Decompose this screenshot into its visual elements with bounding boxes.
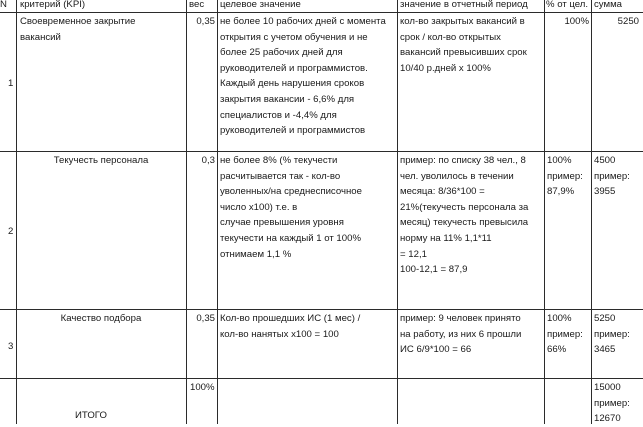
header-sum: сумма [594, 0, 623, 10]
grid-line [217, 0, 218, 424]
header-criterion: критерий (KPI) [20, 0, 86, 10]
header-weight: вес [189, 0, 205, 10]
grid-line [186, 0, 187, 424]
row-target: не более 10 рабочих дней с момента открытия с учетом обучения и не более 25 рабочих дней для руководителей и программистов. Каждый день нарушения сроков закрытия вакансии - 6,6% для специалистов и -4,4% для руководителей и программистов [220, 16, 386, 137]
row-number: 2 [8, 226, 14, 237]
row-target: не более 8% (% текучести расчитывается так - кол-во уволенных/на среднесписочное число х100) т.е. в случае превышения уровня текучести на каждый 1 от 100% отнимаем 1,1 % [220, 155, 362, 260]
row-weight: 0,3 [201, 155, 215, 166]
row-weight: 0,35 [196, 313, 215, 324]
row-target: Кол-во прошедших ИС (1 мес) / кол-во нанятых х100 = 100 [220, 313, 361, 340]
row-number: 1 [8, 78, 14, 89]
row-sum: 5250 пример: 3465 [594, 313, 630, 356]
row-period-value: пример: 9 человек принято на работу, из них 6 прошли ИС 6/9*100 = 66 [400, 313, 522, 356]
row-percent: 100% пример: 66% [547, 313, 583, 356]
grid-line [0, 309, 643, 310]
total-label: ИТОГО [75, 410, 107, 421]
row-criterion: Качество подбора [60, 313, 142, 324]
header-target: целевое значение [220, 0, 301, 10]
row-period-value: пример: по списку 38 чел., 8 чел. уволилось в течении месяца: 8/36*100 = 21%(текучесть персонала за месяц) текучесть превысила норму на 11% 1,1*11 = 12,1 100-12,1 = 87,9 [400, 155, 529, 276]
grid-line [397, 0, 398, 424]
total-weight: 100% [190, 382, 215, 393]
grid-line [591, 0, 592, 424]
header-n: N [0, 0, 7, 10]
row-percent: 100% [564, 16, 589, 27]
grid-line [0, 151, 643, 152]
row-percent: 100% пример: 87,9% [547, 155, 583, 198]
row-number: 3 [8, 341, 14, 352]
row-period-value: кол-во закрытых вакансий в срок / кол-во открытых вакансий превысивших срок 10/40 р.дней х 100% [400, 16, 527, 74]
header-percent: % от цел. [546, 0, 589, 10]
row-criterion: Своевременное закрытие вакансий [20, 16, 136, 43]
row-sum: 5250 [617, 16, 639, 27]
row-sum: 4500 пример: 3955 [594, 155, 630, 198]
total-sum: 15000 пример: 12670 [594, 382, 630, 425]
grid-line [544, 0, 545, 424]
header-period-value: значение в отчетный период [400, 0, 528, 10]
row-criterion: Текучесть персонала [53, 155, 149, 166]
row-weight: 0,35 [196, 16, 215, 27]
grid-line [0, 378, 643, 379]
grid-line [16, 0, 17, 424]
